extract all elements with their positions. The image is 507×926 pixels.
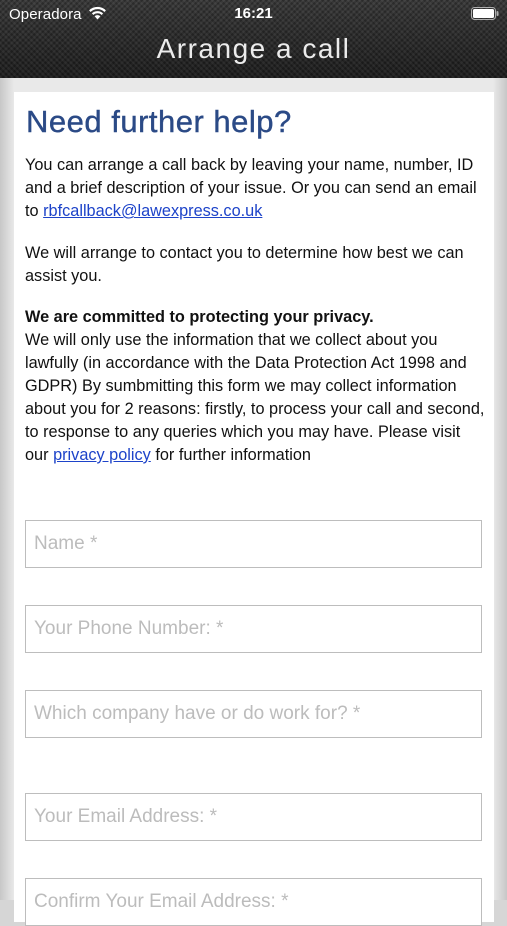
status-time: 16:21 — [234, 5, 273, 22]
email-input[interactable] — [25, 793, 482, 841]
battery-icon — [471, 7, 499, 20]
contact-paragraph: We will arrange to contact you to determine how best we can assist you. — [25, 244, 464, 285]
content-panel — [14, 92, 494, 922]
phone-input[interactable] — [25, 605, 482, 653]
intro-paragraph — [25, 154, 487, 223]
carrier-name: Operadora — [9, 6, 82, 23]
email-link[interactable]: rbfcallback@lawexpress.co.uk — [43, 202, 263, 220]
privacy-text: We will only use the information that we collect about you lawfully (in accordance with the Data Protection Act 1998 and GDPR) By sumbmitting this form we may collect information about you for 2 reasons: firstly, to process your call and second, to response to any queries which you may have. Please visit our — [25, 331, 485, 464]
page-title: Arrange a call — [156, 33, 351, 64]
privacy-heading: We are committed to protecting your privacy. — [25, 308, 374, 326]
main-area — [0, 78, 507, 900]
confirm-email-input[interactable] — [25, 878, 482, 926]
privacy-policy-link[interactable]: privacy policy — [53, 446, 151, 464]
app-header — [0, 0, 507, 78]
intro-text: You can arrange a call back by leaving your name, number, ID and a brief description of your issue. Or you can send an email to — [25, 156, 477, 220]
privacy-suffix: for further information — [155, 446, 311, 464]
status-bar — [0, 0, 507, 28]
help-heading: Need further help? — [26, 104, 292, 139]
company-input[interactable] — [25, 690, 482, 738]
name-input[interactable] — [25, 520, 482, 568]
privacy-paragraph — [25, 306, 487, 467]
